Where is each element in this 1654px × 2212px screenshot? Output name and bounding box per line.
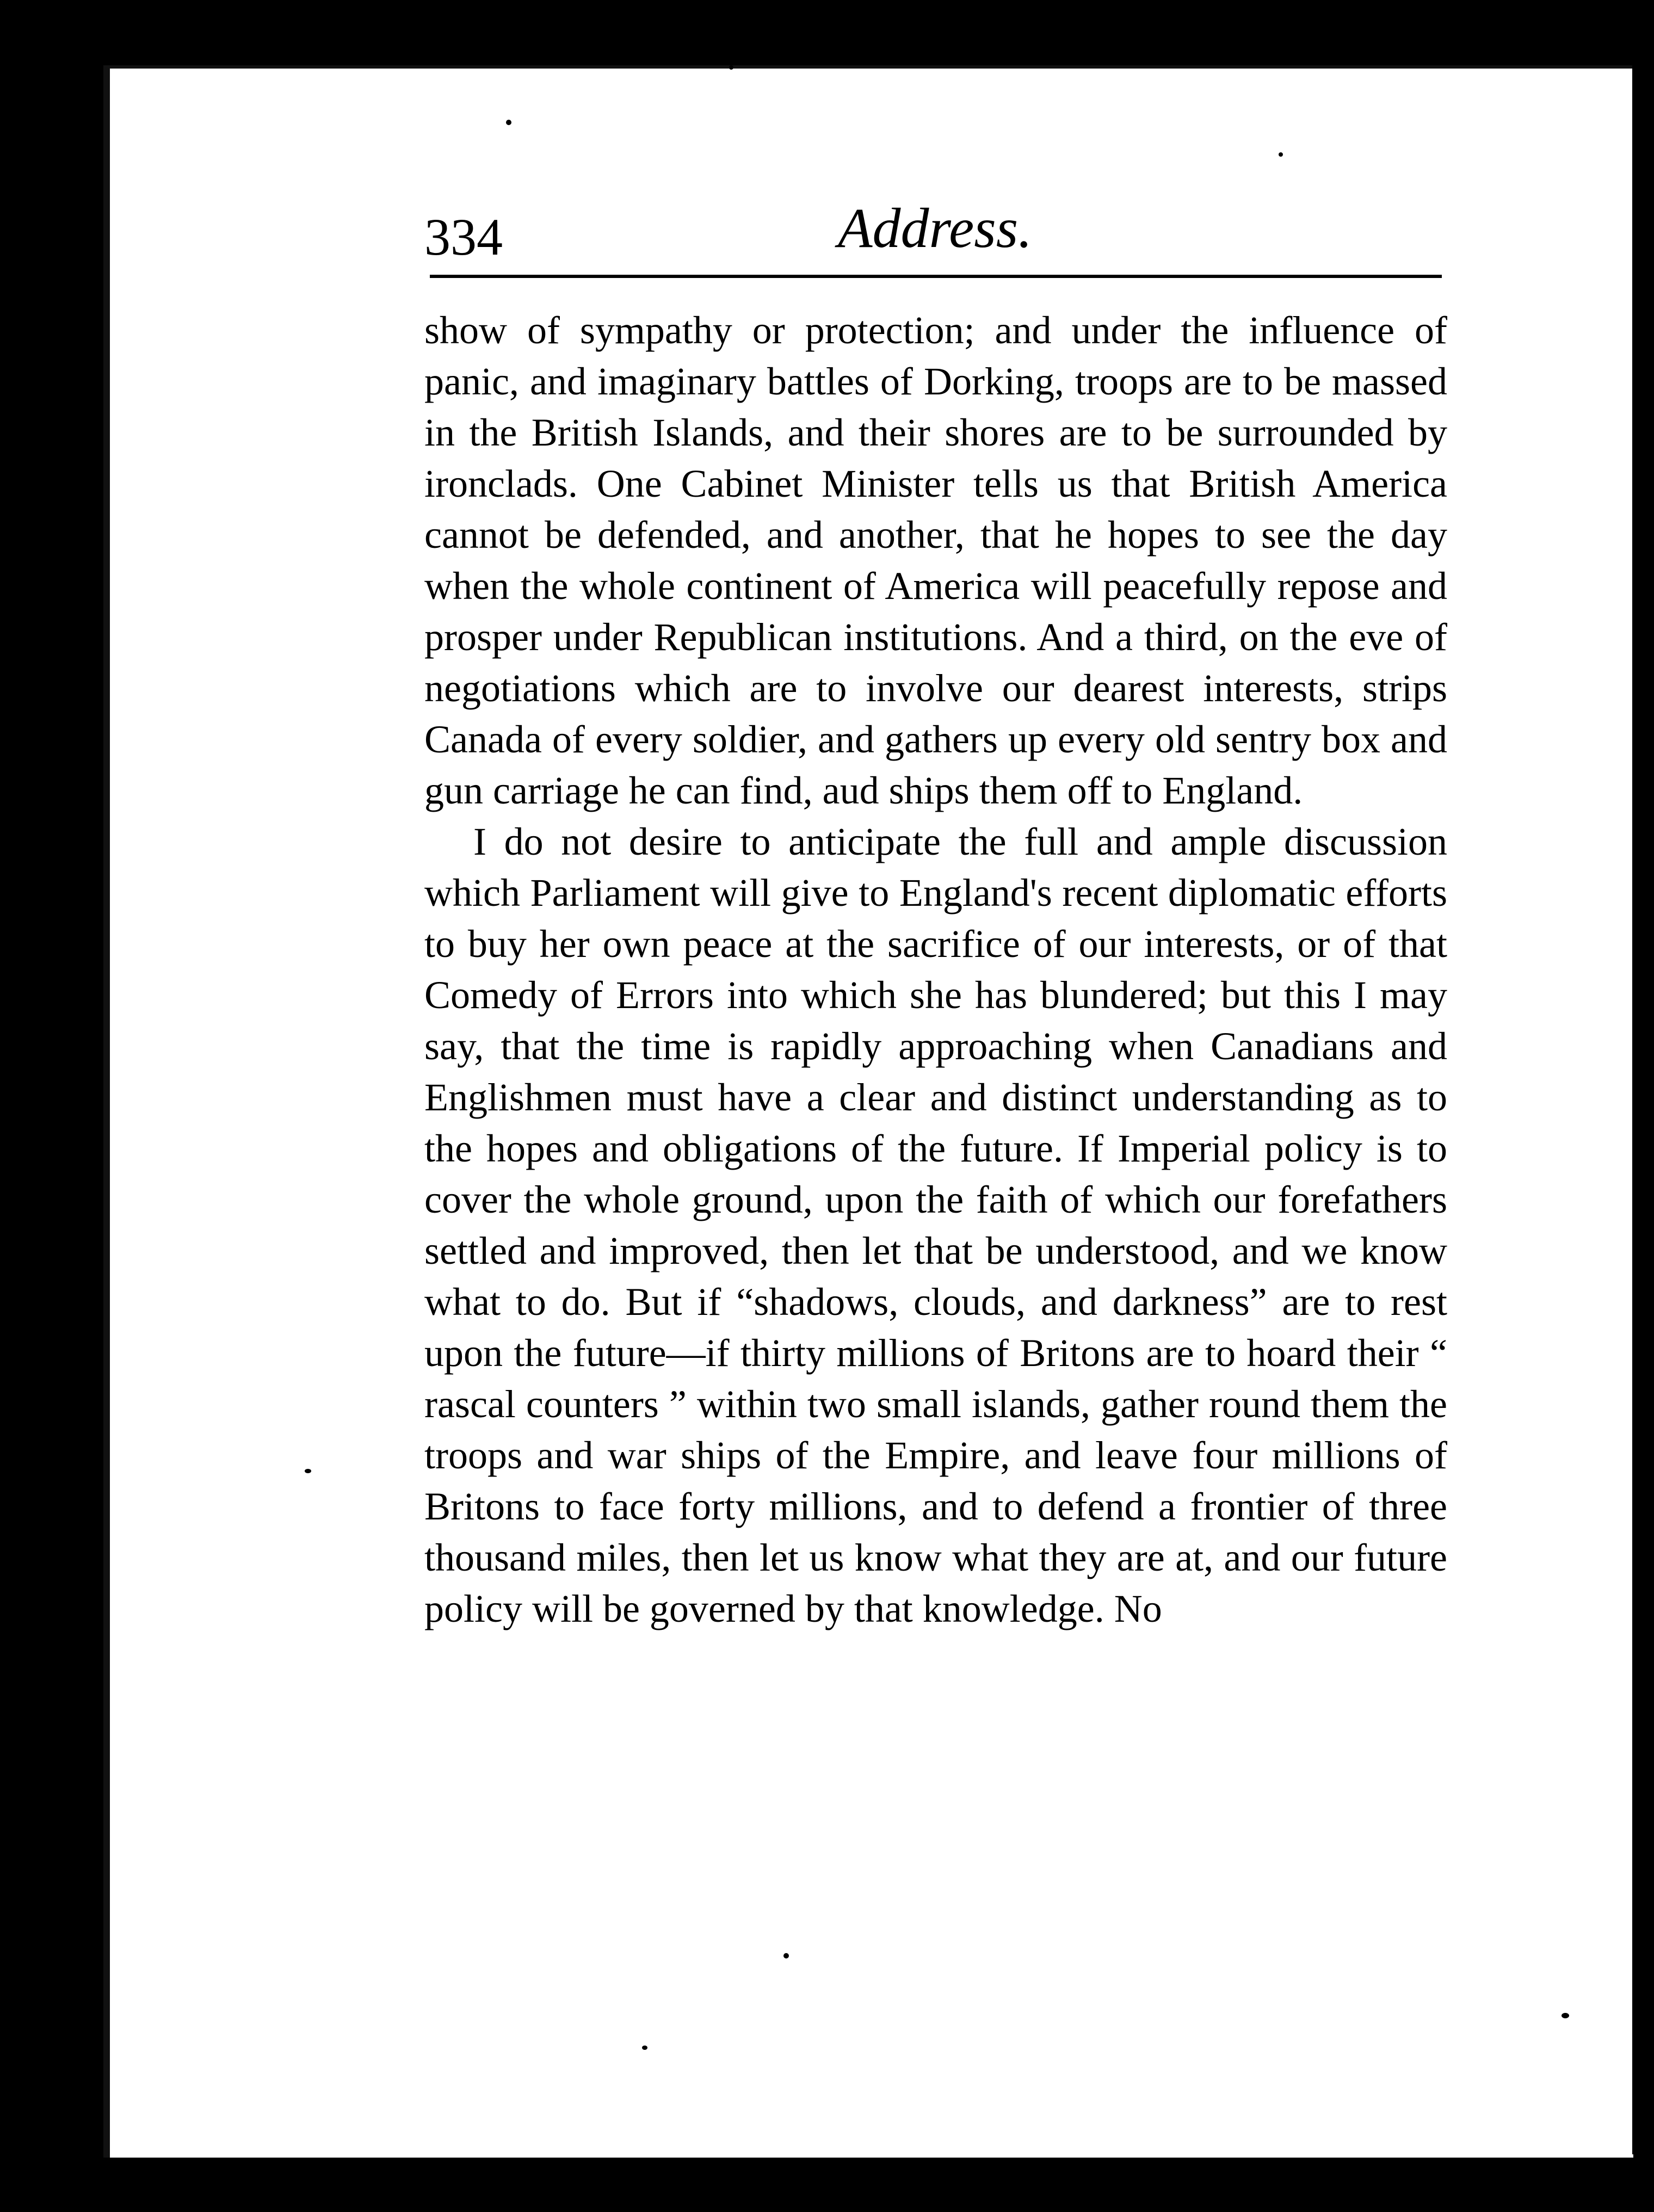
scan-speck (1279, 152, 1283, 157)
header-rule (430, 275, 1442, 278)
scan-speck (305, 1469, 311, 1473)
body-text (424, 305, 1447, 1634)
page-header (424, 196, 1447, 272)
paragraph-1: show of sympathy or protection; and under the influence of panic, and imaginary battles of Dorking, troops are to be massed in the British Islands, and their shores are to be surrounded by ironclads. One Cabinet Minister tells us that British America cannot be defended, and another, that he hopes to see the day when the whole continent of America will peacefully repose and prosper under Republican institutions. And a third, on the eve of negotiations which are to involve our dearest interests, strips Canada of every soldier, and gathers up every old sentry box and gun carriage he can find, aud ships them off to England. (424, 308, 1447, 812)
scan-speck (783, 1953, 789, 1958)
page-number: 334 (424, 208, 503, 266)
paragraph-2: I do not desire to anticipate the full and ample discussion which Parliament will give to England's recent diplomatic efforts to buy her own peace at the sacrifice of our interests, or of that Comedy of Errors into which she has blundered; but this I may say, that the time is rapidly approaching when Canadians and Englishmen must have a clear and distinct understanding as to the hopes and obligations of the future. If Imperial policy is to cover the whole ground, upon the faith of which our forefathers settled and improved, then let that be understood, and we know what to do. But if “shadows, clouds, and darkness” are to rest upon the future—if thirty millions of Britons are to hoard their “ rascal counters ” within two small islands, gather round them the troops and war ships of the Empire, and leave four millions of Britons to face forty millions, and to defend a frontier of three thousand miles, then let us know what they are at, and our future policy will be governed by that knowledge. No (424, 820, 1447, 1630)
scan-speck (506, 120, 511, 125)
scan-speck (642, 2046, 647, 2050)
scan-speck (729, 65, 733, 70)
page-right-edge (1632, 65, 1654, 2154)
scan-speck (1562, 2013, 1569, 2018)
running-head: Address. (838, 197, 1033, 259)
